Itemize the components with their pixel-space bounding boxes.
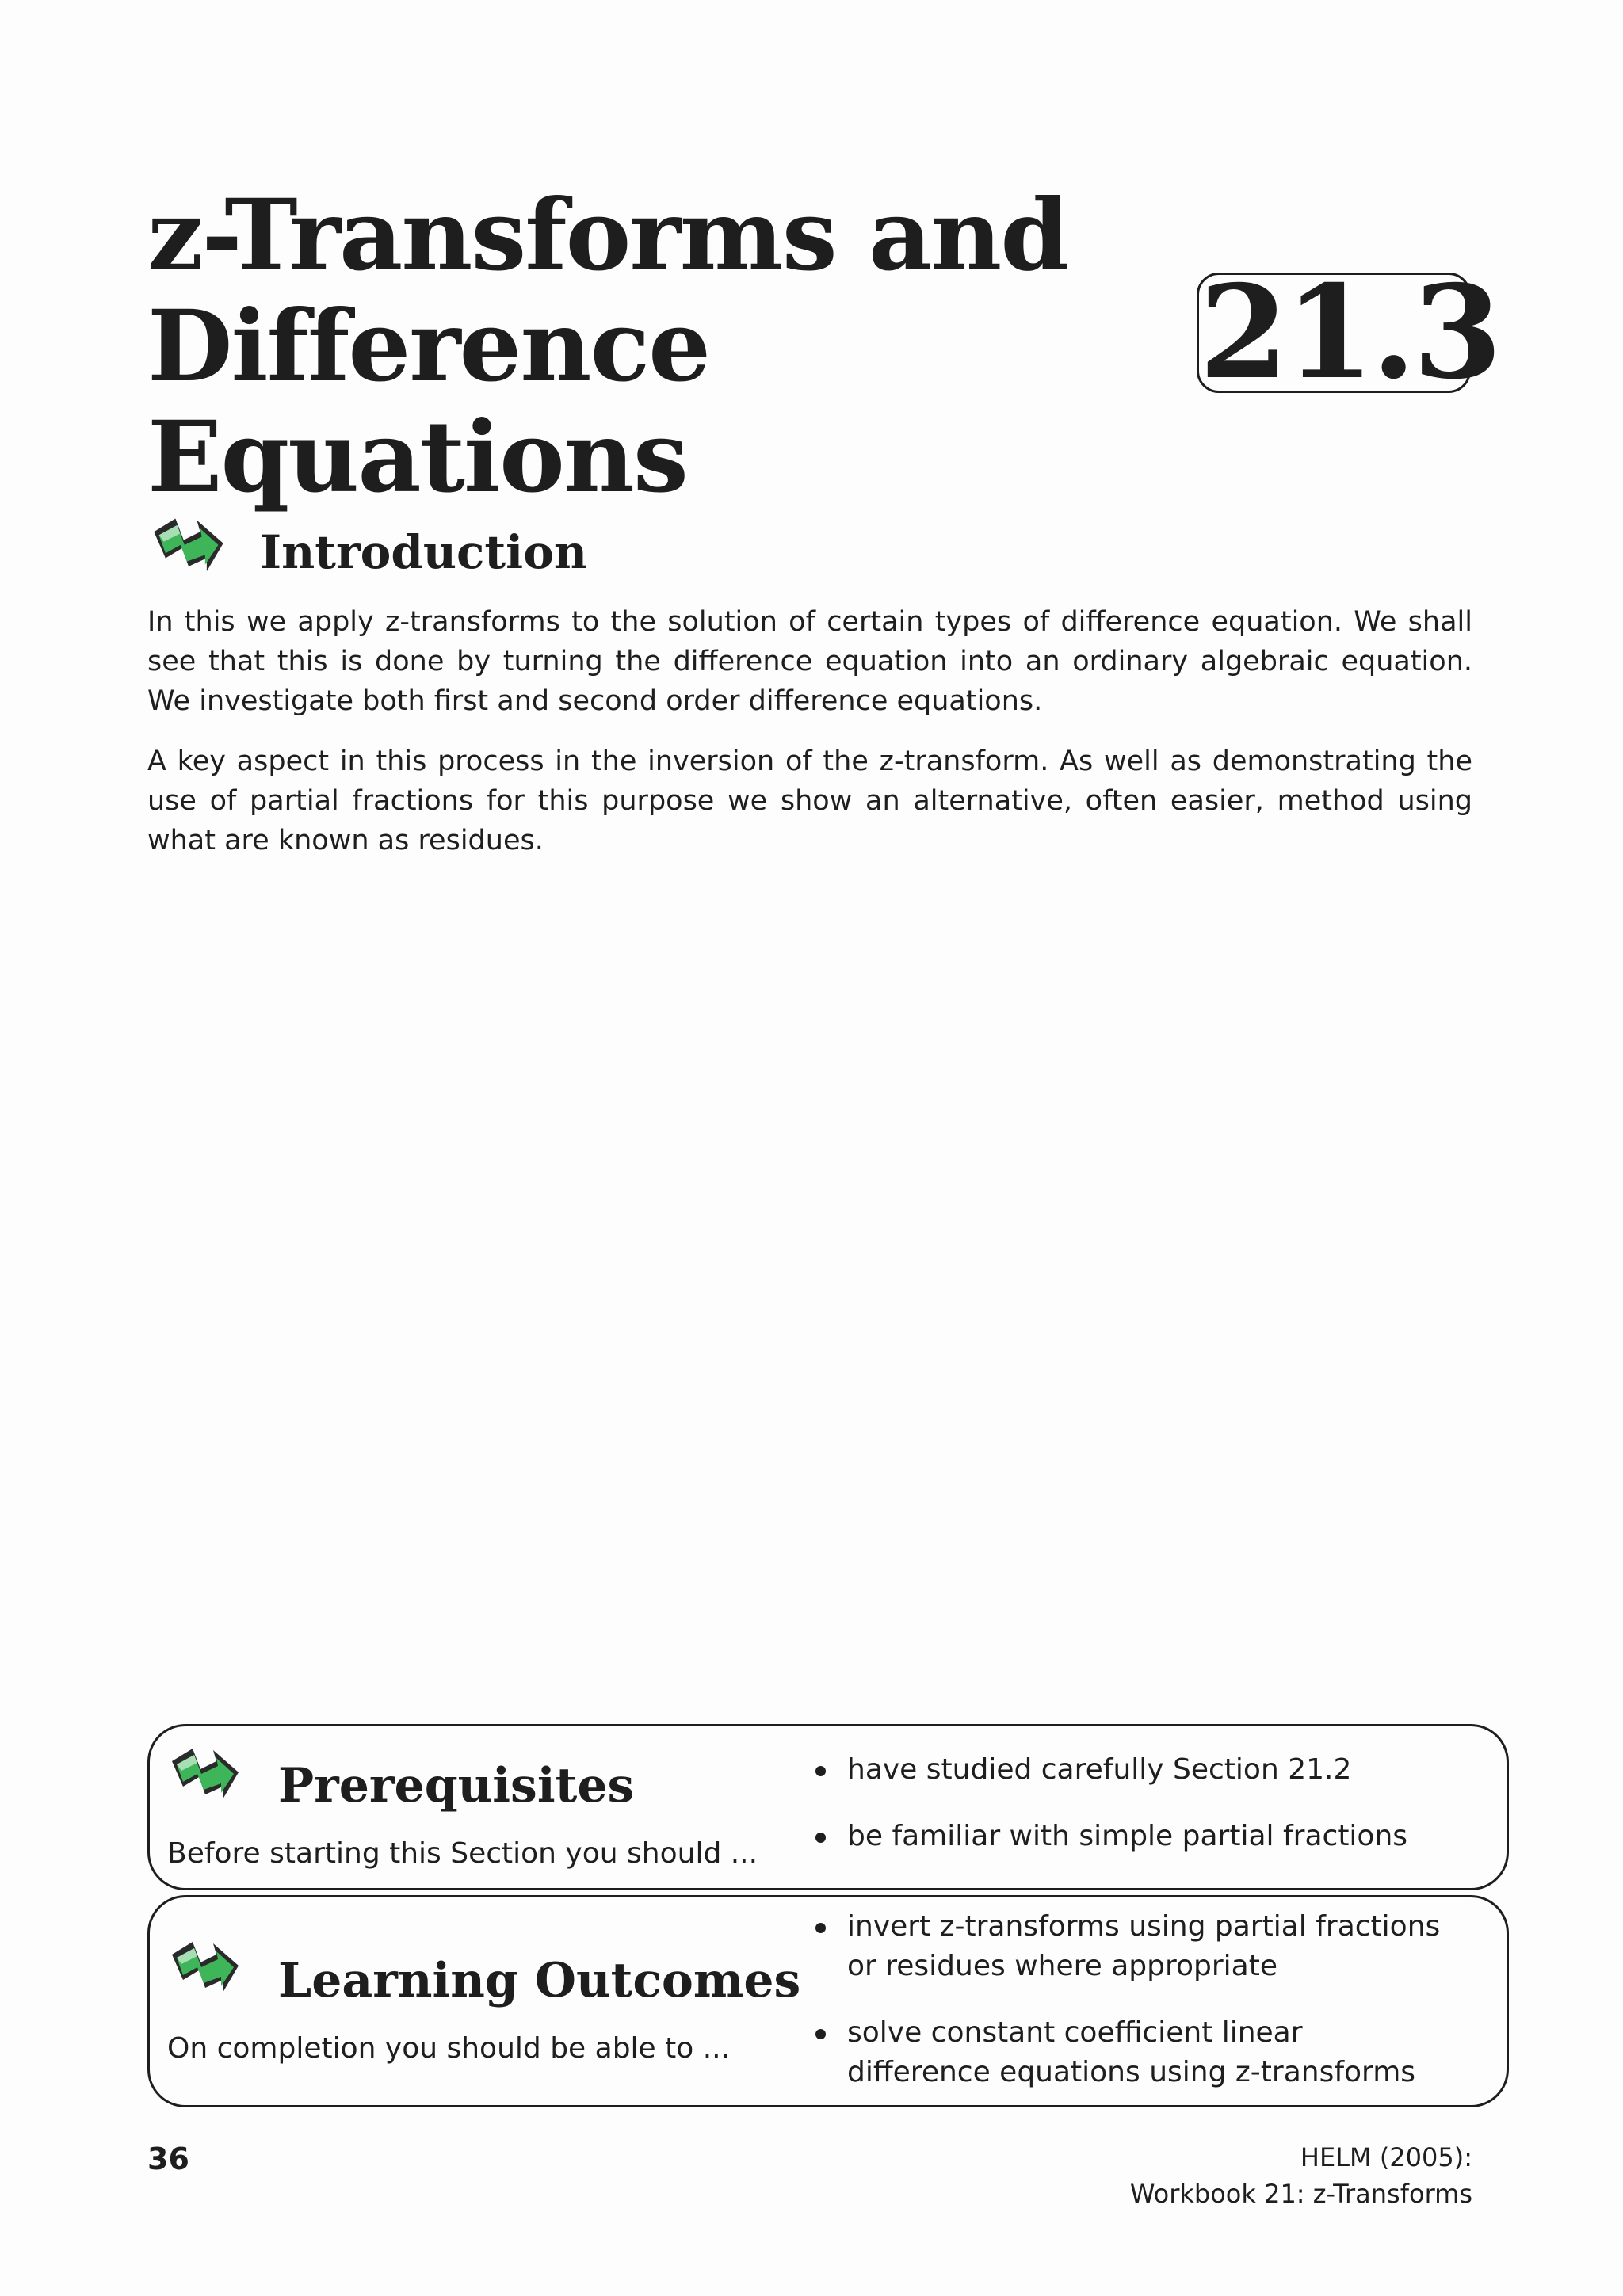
prerequisites-subtext: Before starting this Section you should ...	[167, 1837, 758, 1870]
prerequisites-list	[815, 1750, 1473, 1883]
bullet-icon	[815, 2029, 826, 2039]
learning-outcomes-box	[147, 1895, 1509, 2107]
section-title	[147, 178, 1178, 515]
list-item: be familiar with simple partial fractions	[815, 1817, 1473, 1856]
list-item: solve constant coefficient linear difference equations using z-transforms	[815, 2013, 1449, 2092]
bullet-icon	[815, 1766, 826, 1776]
list-item: have studied carefully Section 21.2	[815, 1750, 1473, 1790]
introduction-heading: Introduction	[260, 525, 588, 579]
footer-reference	[1130, 2139, 1472, 2212]
list-item: invert z-transforms using partial fractions or residues where appropriate	[815, 1907, 1449, 1986]
bullet-icon	[815, 1923, 826, 1933]
section-number-badge: 21.3	[1197, 273, 1471, 393]
section-title-line-1: z-Transforms and	[147, 178, 1068, 293]
page-number: 36	[147, 2142, 189, 2176]
section-title-line-2: Difference Equations	[147, 289, 709, 515]
learning-outcomes-subtext: On completion you should be able to ...	[167, 2032, 731, 2065]
prerequisites-heading: Prerequisites	[278, 1758, 635, 1814]
footer-reference-line-1: HELM (2005):	[1300, 2142, 1472, 2172]
green-arrow-icon	[166, 1737, 245, 1817]
learning-outcomes-list	[815, 1907, 1449, 2119]
learning-outcomes-heading: Learning Outcomes	[278, 1953, 801, 2008]
introduction-paragraph-2: A key aspect in this process in the inversion of the z-transform. As well as demonstrating the use of partial fractions for this purpose we show an alternative, often easier, method using what are known as residues.	[147, 746, 1472, 856]
bullet-icon	[815, 1833, 826, 1843]
green-arrow-icon	[147, 507, 230, 589]
prerequisites-box	[147, 1724, 1509, 1890]
introduction-paragraph-1: In this we apply z-transforms to the solution of certain types of difference equation. We shall see that this is done by turning the difference equation into an ordinary algebraic equation. We investigate both first and second order difference equations.	[147, 606, 1472, 717]
green-arrow-icon	[166, 1931, 245, 2010]
footer-reference-line-2: Workbook 21: z-Transforms	[1129, 2179, 1472, 2209]
